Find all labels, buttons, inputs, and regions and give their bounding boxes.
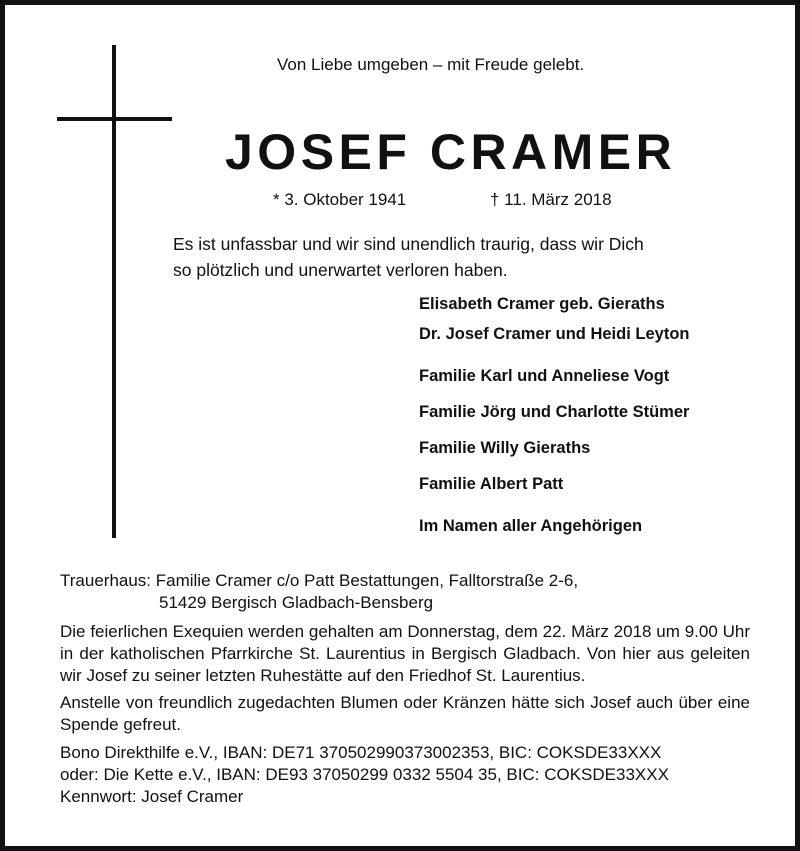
trauerhaus-address: 51429 Bergisch Gladbach-Bensberg bbox=[159, 593, 434, 612]
intro-text bbox=[173, 231, 644, 283]
mourner-name: Familie Albert Patt bbox=[419, 475, 564, 493]
mourner-name: Familie Willy Gieraths bbox=[419, 439, 591, 457]
bank-details-1: Bono Direkthilfe e.V., IBAN: DE71 370502990373002353, BIC: COKSDE33XXX bbox=[60, 743, 662, 762]
cross-icon-horizontal bbox=[57, 117, 172, 121]
mourner-closing: Im Namen aller Angehörigen bbox=[419, 517, 643, 535]
intro-line: Es ist unfassbar und wir sind unendlich traurig, dass wir Dich bbox=[173, 234, 644, 254]
death-date: † 11. März 2018 bbox=[490, 190, 612, 209]
mourner-name: Dr. Josef Cramer und Heidi Leyton bbox=[419, 325, 690, 343]
mourner-name: Familie Karl und Anneliese Vogt bbox=[419, 367, 670, 385]
donation-text: Anstelle von freundlich zugedachten Blumen oder Kränzen hätte sich Josef auch über eine Spende gefreut. bbox=[60, 693, 750, 734]
deceased-name: JOSEF CRAMER bbox=[225, 124, 677, 180]
birth-date: * 3. Oktober 1941 bbox=[273, 190, 407, 209]
exequien-text: Die feierlichen Exequien werden gehalten am Donnerstag, dem 22. März 2018 um 9.00 Uhr in der katholischen Pfarrkirche St. Laurentius in Bergisch Gladbach. Von hier aus geleiten wir Josef zu seiner letzten Ruhestätte auf den Friedhof St. Laurentius. bbox=[60, 622, 750, 685]
keyword-text: Kennwort: Josef Cramer bbox=[60, 787, 244, 806]
trauerhaus-line: Trauerhaus: Familie Cramer c/o Patt Bestattungen, Falltorstraße 2-6, bbox=[60, 571, 579, 590]
mourner-name: Elisabeth Cramer geb. Gieraths bbox=[419, 295, 665, 313]
mourner-name: Familie Jörg und Charlotte Stümer bbox=[419, 403, 690, 421]
intro-line: so plötzlich und unerwartet verloren haben. bbox=[173, 260, 508, 280]
motto: Von Liebe umgeben – mit Freude gelebt. bbox=[277, 55, 585, 74]
bank-details-2: oder: Die Kette e.V., IBAN: DE93 37050299 0332 5504 35, BIC: COKSDE33XXX bbox=[60, 765, 669, 784]
